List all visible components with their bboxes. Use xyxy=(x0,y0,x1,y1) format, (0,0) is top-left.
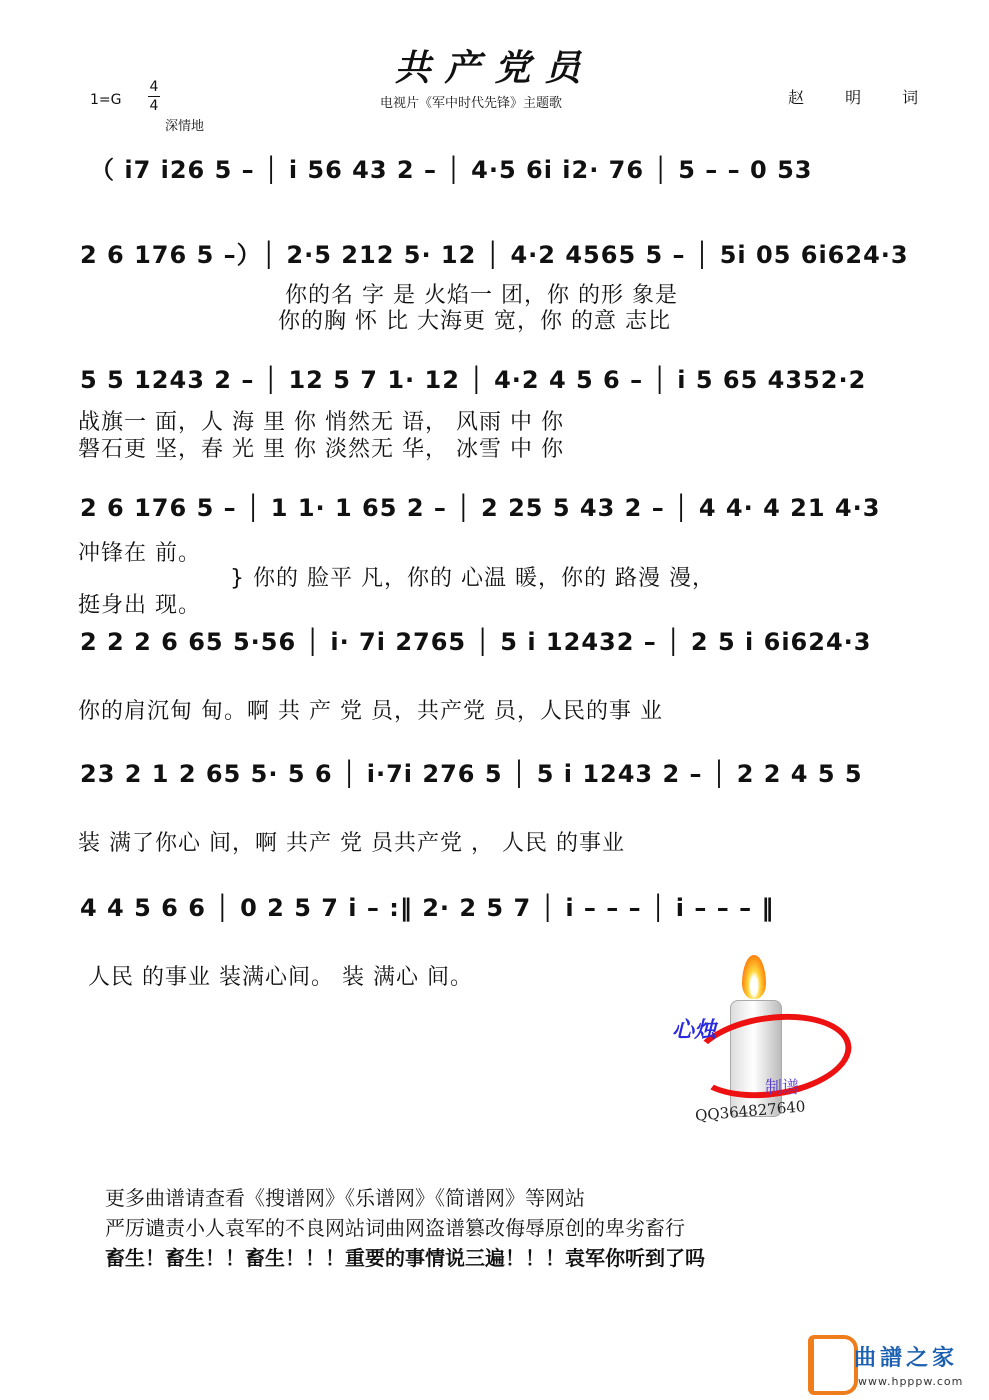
footer-line-2: 严厉谴责小人袁军的不良网站词曲网盗谱篡改侮辱原创的卑劣畜行 xyxy=(105,1216,685,1240)
song-title: 共产党员 xyxy=(394,47,595,89)
candle-watermark xyxy=(672,955,840,1125)
score-row-4-lyric-mid: } 你的 脸平 凡，你的 心温 暖，你的 路漫 漫， xyxy=(230,566,715,591)
watermark-zhipu: 制谱 xyxy=(765,1078,799,1098)
time-signature-bottom: 4 xyxy=(149,98,159,114)
watermark-qq: QQ364827640 xyxy=(694,1097,807,1125)
footer-line-3: 畜生！畜生！！畜生！！！重要的事情说三遍！！！袁军你听到了吗 xyxy=(105,1246,705,1270)
score-row-2-lyric-2: 你的胸 怀 比 大海更 宽，你 的意 志比 xyxy=(278,309,671,334)
time-signature-top: 4 xyxy=(149,79,159,95)
score-row-4-notes: 2 6 176 5 – │ 1 1· 1 65 2 – │ 2 25 5 43 2 – │ 4 4· 4 21 4·3 xyxy=(80,494,881,522)
score-row-5-lyric-1: 你的肩沉甸 甸。啊 共 产 党 员，共产党 员，人民的事 业 xyxy=(78,699,663,724)
logo-mark-icon xyxy=(808,1335,858,1395)
score-row-6-lyric-1: 装 满了你心 间，啊 共产 党 员共产党 ， 人民 的事业 xyxy=(78,831,625,856)
logo-url: www.hpppw.com xyxy=(858,1375,964,1388)
score-row-4-lyric-2: 挺身出 现。 xyxy=(78,593,201,618)
score-row-7-notes: 4 4 5 6 6 │ 0 2 5 7 i – :‖ 2· 2 5 7 │ i – – – │ i – – – ‖ xyxy=(80,894,775,922)
score-row-3-lyric-1: 战旗一 面，人 海 里 你 悄然无 语， 风雨 中 你 xyxy=(78,410,564,435)
time-signature xyxy=(148,78,160,115)
score-row-4-lyric-1: 冲锋在 前。 xyxy=(78,541,201,566)
song-subtitle: 电视片《军中时代先锋》主题歌 xyxy=(380,96,563,111)
score-row-3-lyric-2: 磐石更 坚，春 光 里 你 淡然无 华， 冰雪 中 你 xyxy=(78,437,564,462)
logo-text: 曲譜之家 xyxy=(854,1346,959,1371)
score-row-1-notes: （ i7 i26 5 – │ i 56 43 2 – │ 4·5 6i i2· 76 │ 5 – – 0 53 xyxy=(90,156,813,184)
footer-line-1: 更多曲谱请查看《搜谱网》《乐谱网》《简谱网》等网站 xyxy=(105,1186,585,1210)
watermark-xinzhu: 心烛 xyxy=(672,1017,717,1043)
lyricist-credit: 赵 明 词 xyxy=(788,88,937,107)
score-row-2-lyric-1: 你的名 字 是 火焰一 团，你 的形 象是 xyxy=(285,283,678,308)
score-row-5-notes: 2 2 2 6 65 5·56 │ i· 7i 2765 │ 5 i 12432 – │ 2 5 i 6i624·3 xyxy=(80,628,872,656)
score-row-3-notes: 5 5 1243 2 – │ 12 5 7 1· 12 │ 4·2 4 5 6 – │ i 5 65 4352·2 xyxy=(80,366,867,394)
tempo-mood: 深情地 xyxy=(165,119,205,134)
site-logo[interactable] xyxy=(808,1335,983,1395)
score-row-7-lyric-1: 人民 的事业 装满心间。 装 满心 间。 xyxy=(88,965,473,990)
key-signature: 1=G xyxy=(90,92,122,108)
score-row-2-notes: 2 6 176 5 –）│ 2·5 212 5· 12 │ 4·2 4565 5 – │ 5i 05 6i624·3 xyxy=(80,241,909,269)
flame-icon xyxy=(742,955,766,999)
score-row-6-notes: 23 2 1 2 65 5· 5 6 │ i·7i 276 5 │ 5 i 1243 2 – │ 2 2 4 5 5 xyxy=(80,760,863,788)
